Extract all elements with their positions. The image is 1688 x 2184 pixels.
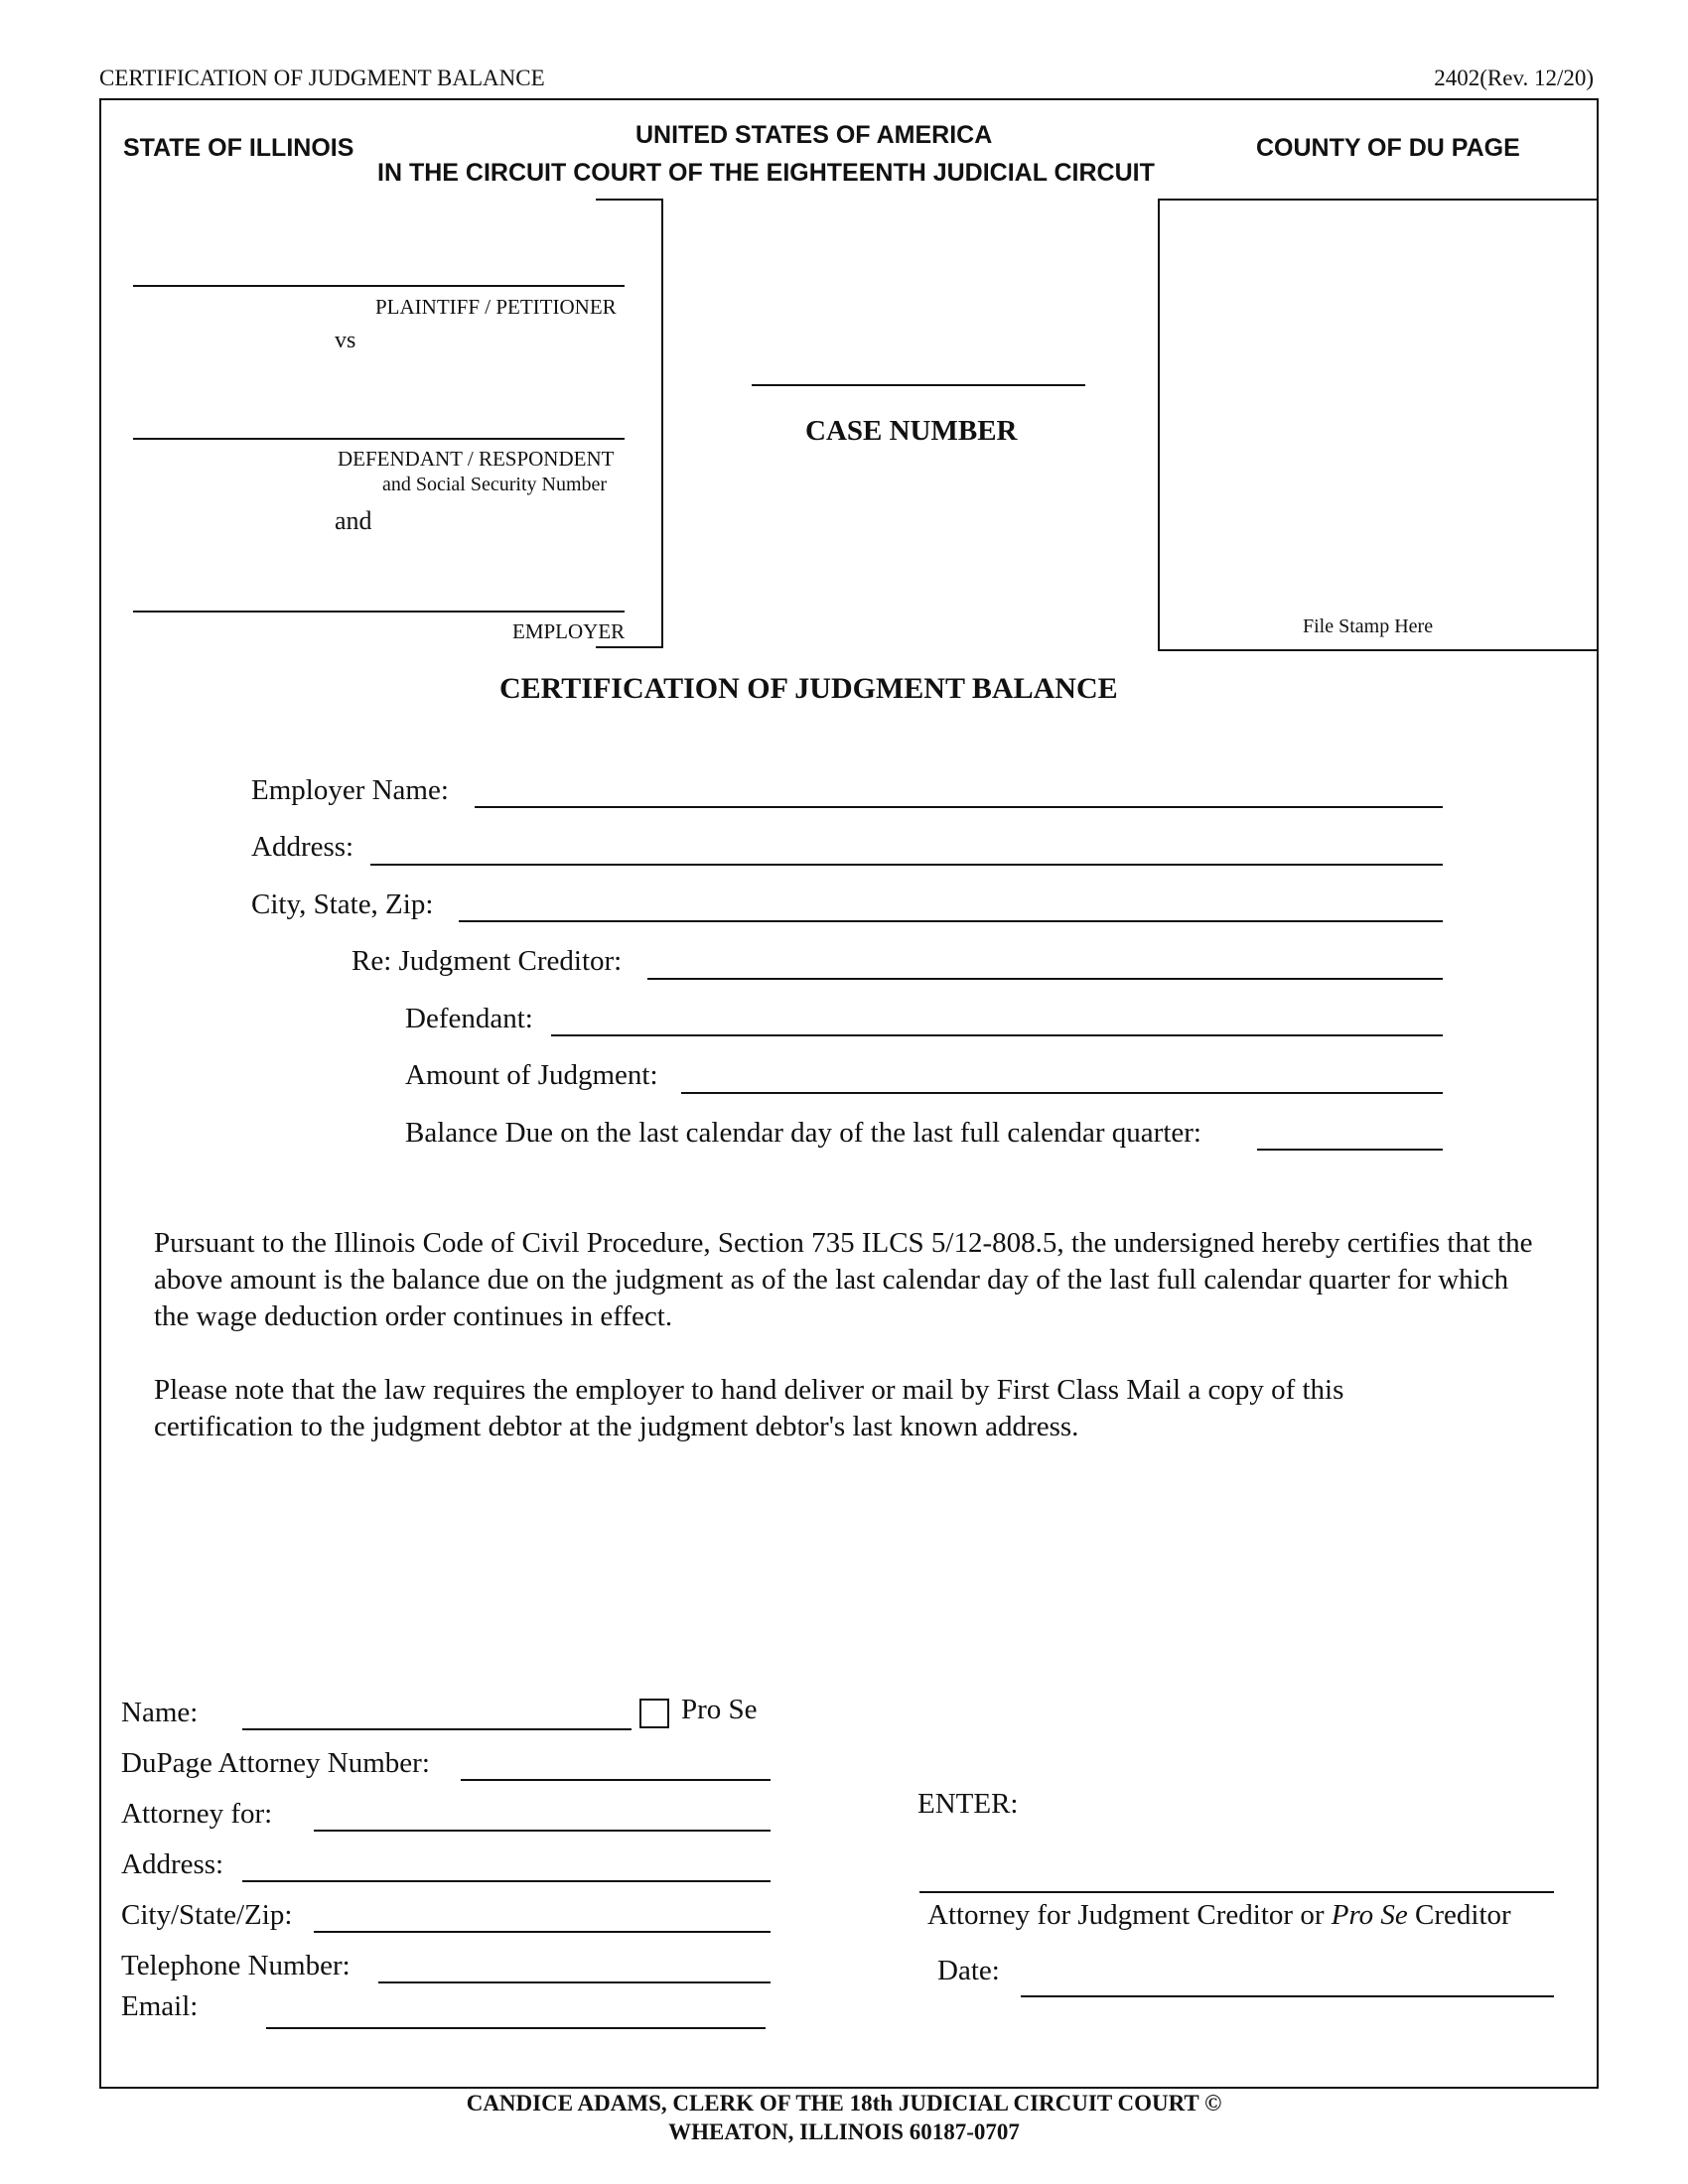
pro-se-checkbox[interactable] xyxy=(639,1699,669,1728)
case-number-label: CASE NUMBER xyxy=(805,415,1018,447)
pro-se-label: Pro Se xyxy=(681,1694,758,1725)
email-label: Email: xyxy=(121,1990,199,2022)
footer-clerk: CANDICE ADAMS, CLERK OF THE 18th JUDICIAL CIRCUIT COURT © xyxy=(466,2091,1222,2116)
defendant-line[interactable] xyxy=(133,438,625,440)
date-field[interactable] xyxy=(1021,1995,1554,1997)
form-header-title: CERTIFICATION OF JUDGMENT BALANCE xyxy=(99,66,545,90)
email-field[interactable] xyxy=(266,2027,766,2029)
and-label: and xyxy=(335,506,372,535)
attorney-address-label: Address: xyxy=(121,1848,224,1880)
dupage-attorney-number-field[interactable] xyxy=(461,1779,771,1781)
attorney-name-field[interactable] xyxy=(242,1728,632,1730)
employer-label: EMPLOYER xyxy=(512,619,626,643)
state-label: STATE OF ILLINOIS xyxy=(123,134,354,162)
signature-caption-italic: Pro Se xyxy=(1331,1899,1408,1931)
attorney-address-field[interactable] xyxy=(242,1880,771,1882)
address-field[interactable] xyxy=(370,864,1443,866)
attorney-for-field[interactable] xyxy=(314,1830,771,1832)
document-title: CERTIFICATION OF JUDGMENT BALANCE xyxy=(499,672,1118,705)
amount-of-judgment-label: Amount of Judgment: xyxy=(405,1059,658,1091)
signature-caption-suffix: Creditor xyxy=(1407,1899,1511,1931)
employer-line[interactable] xyxy=(133,611,625,613)
balance-due-field[interactable] xyxy=(1257,1149,1443,1151)
case-number-line[interactable] xyxy=(752,384,1085,386)
defendant-label: DEFENDANT / RESPONDENT xyxy=(338,447,615,471)
employer-name-label: Employer Name: xyxy=(251,774,449,806)
enter-label: ENTER: xyxy=(917,1788,1019,1820)
notice-paragraph: Please note that the law requires the employer to hand deliver or mail by First Class Mail a copy of this certification to the judgment debtor at the judgment debtor's last known address. xyxy=(154,1374,1344,1442)
telephone-field[interactable] xyxy=(378,1981,771,1983)
certification-paragraph: Pursuant to the Illinois Code of Civil Procedure, Section 735 ILCS 5/12-808.5, the undersigned hereby certifies that the above amount is the balance due on the judgment as of the last calendar day of the last full calendar quarter for which the wage deduction order continues in effect. xyxy=(154,1227,1533,1332)
city-state-zip-label: City, State, Zip: xyxy=(251,888,434,920)
parties-box-edge xyxy=(661,199,663,647)
judgment-creditor-field[interactable] xyxy=(647,978,1443,980)
parties-box-bottom xyxy=(596,646,663,648)
attorney-name-label: Name: xyxy=(121,1697,199,1728)
judgment-creditor-label: Re: Judgment Creditor: xyxy=(352,945,623,977)
signature-caption xyxy=(927,1899,1511,1932)
signature-caption-prefix: Attorney for Judgment Creditor or xyxy=(927,1899,1332,1931)
file-stamp-label: File Stamp Here xyxy=(1303,615,1434,637)
plaintiff-label: PLAINTIFF / PETITIONER xyxy=(375,295,617,319)
amount-of-judgment-field[interactable] xyxy=(681,1092,1443,1094)
attorney-city-state-zip-label: City/State/Zip: xyxy=(121,1899,293,1931)
file-stamp-box xyxy=(1158,199,1597,651)
date-label: Date: xyxy=(937,1955,1000,1986)
country-label: UNITED STATES OF AMERICA xyxy=(635,121,993,149)
attorney-for-label: Attorney for: xyxy=(121,1798,273,1830)
parties-box-top xyxy=(596,199,661,201)
city-state-zip-field[interactable] xyxy=(459,920,1443,922)
signature-line[interactable] xyxy=(919,1891,1554,1893)
county-label: COUNTY OF DU PAGE xyxy=(1256,134,1520,162)
employer-name-field[interactable] xyxy=(475,806,1443,808)
address-label: Address: xyxy=(251,831,354,863)
vs-label: vs xyxy=(335,328,356,353)
form-number: 2402(Rev. 12/20) xyxy=(1434,66,1594,90)
plaintiff-line[interactable] xyxy=(133,285,625,287)
circuit-label: IN THE CIRCUIT COURT OF THE EIGHTEENTH JUDICIAL CIRCUIT xyxy=(377,159,1155,187)
defendant-field[interactable] xyxy=(551,1034,1443,1036)
defendant-field-label: Defendant: xyxy=(405,1003,533,1034)
footer-address: WHEATON, ILLINOIS 60187-0707 xyxy=(668,2119,1020,2144)
attorney-city-state-zip-field[interactable] xyxy=(314,1931,771,1933)
balance-due-label: Balance Due on the last calendar day of the last full calendar quarter: xyxy=(405,1117,1201,1149)
dupage-attorney-number-label: DuPage Attorney Number: xyxy=(121,1747,430,1779)
telephone-label: Telephone Number: xyxy=(121,1950,351,1981)
defendant-sub-label: and Social Security Number xyxy=(382,474,608,495)
